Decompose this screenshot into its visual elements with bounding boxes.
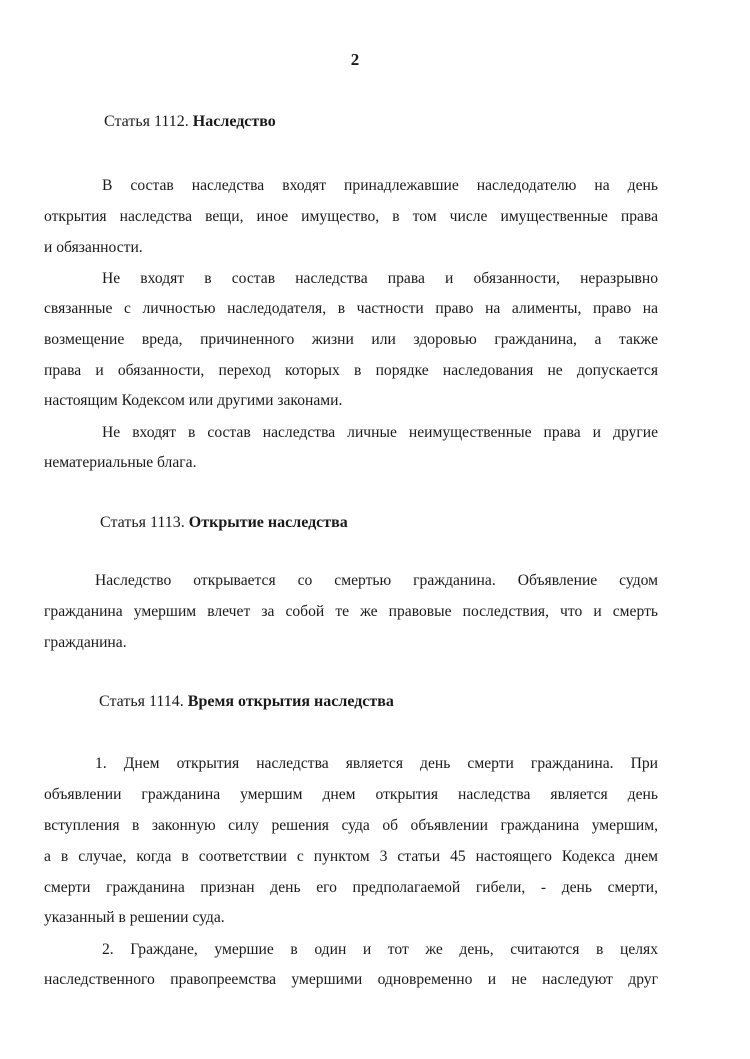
text-line: связанные с личностью наследодателя, в частности право на алименты, право на: [44, 300, 658, 317]
text-line: Наследство открывается со смертью гражданина. Объявление судом: [95, 572, 658, 589]
text-line: настоящим Кодексом или другими законами.: [44, 392, 343, 409]
article-number: Статья 1112.: [104, 113, 189, 130]
article-number: Статья 1113.: [100, 514, 185, 531]
text-line: а в случае, когда в соответствии с пунктом 3 статьи 45 настоящего Кодекса днем: [44, 848, 658, 865]
article-heading-1113: [100, 514, 348, 532]
text-line: нематериальные блага.: [44, 454, 197, 471]
text-line: и обязанности.: [44, 239, 143, 256]
article-heading-1112: [104, 113, 276, 131]
article-title: Открытие наследства: [188, 514, 348, 531]
text-line: Не входят в состав наследства права и обязанности, неразрывно: [102, 270, 658, 287]
page-number: 2: [350, 50, 360, 69]
article-title: Наследство: [192, 113, 276, 130]
text-line: возмещение вреда, причиненного жизни или здоровью гражданина, а также: [44, 331, 658, 348]
text-line: В состав наследства входят принадлежавшие наследодателю на день: [102, 177, 658, 194]
text-line: указанный в решении суда.: [44, 909, 225, 926]
text-line: права и обязанности, переход которых в порядке наследования не допускается: [44, 362, 658, 379]
article-number: Статья 1114.: [99, 693, 184, 710]
text-line: гражданина.: [44, 634, 127, 651]
text-line: гражданина умершим влечет за собой те же правовые последствия, что и смерть: [44, 603, 658, 620]
article-title: Время открытия наследства: [187, 693, 394, 710]
text-line: объявлении гражданина умершим днем открытия наследства является день: [44, 786, 658, 803]
text-line: 1. Днем открытия наследства является день смерти гражданина. При: [95, 755, 658, 772]
article-heading-1114: [99, 693, 394, 711]
text-line: вступления в законную силу решения суда об объявлении гражданина умершим,: [44, 817, 658, 834]
text-line: наследственного правопреемства умершими одновременно и не наследуют друг: [44, 971, 658, 988]
text-line: смерти гражданина признан день его предполагаемой гибели, - день смерти,: [44, 879, 658, 896]
text-line: 2. Граждане, умершие в один и тот же день, считаются в целях: [102, 941, 658, 958]
text-line: открытия наследства вещи, иное имущество, в том числе имущественные права: [44, 208, 658, 225]
text-line: Не входят в состав наследства личные неимущественные права и другие: [102, 424, 658, 441]
